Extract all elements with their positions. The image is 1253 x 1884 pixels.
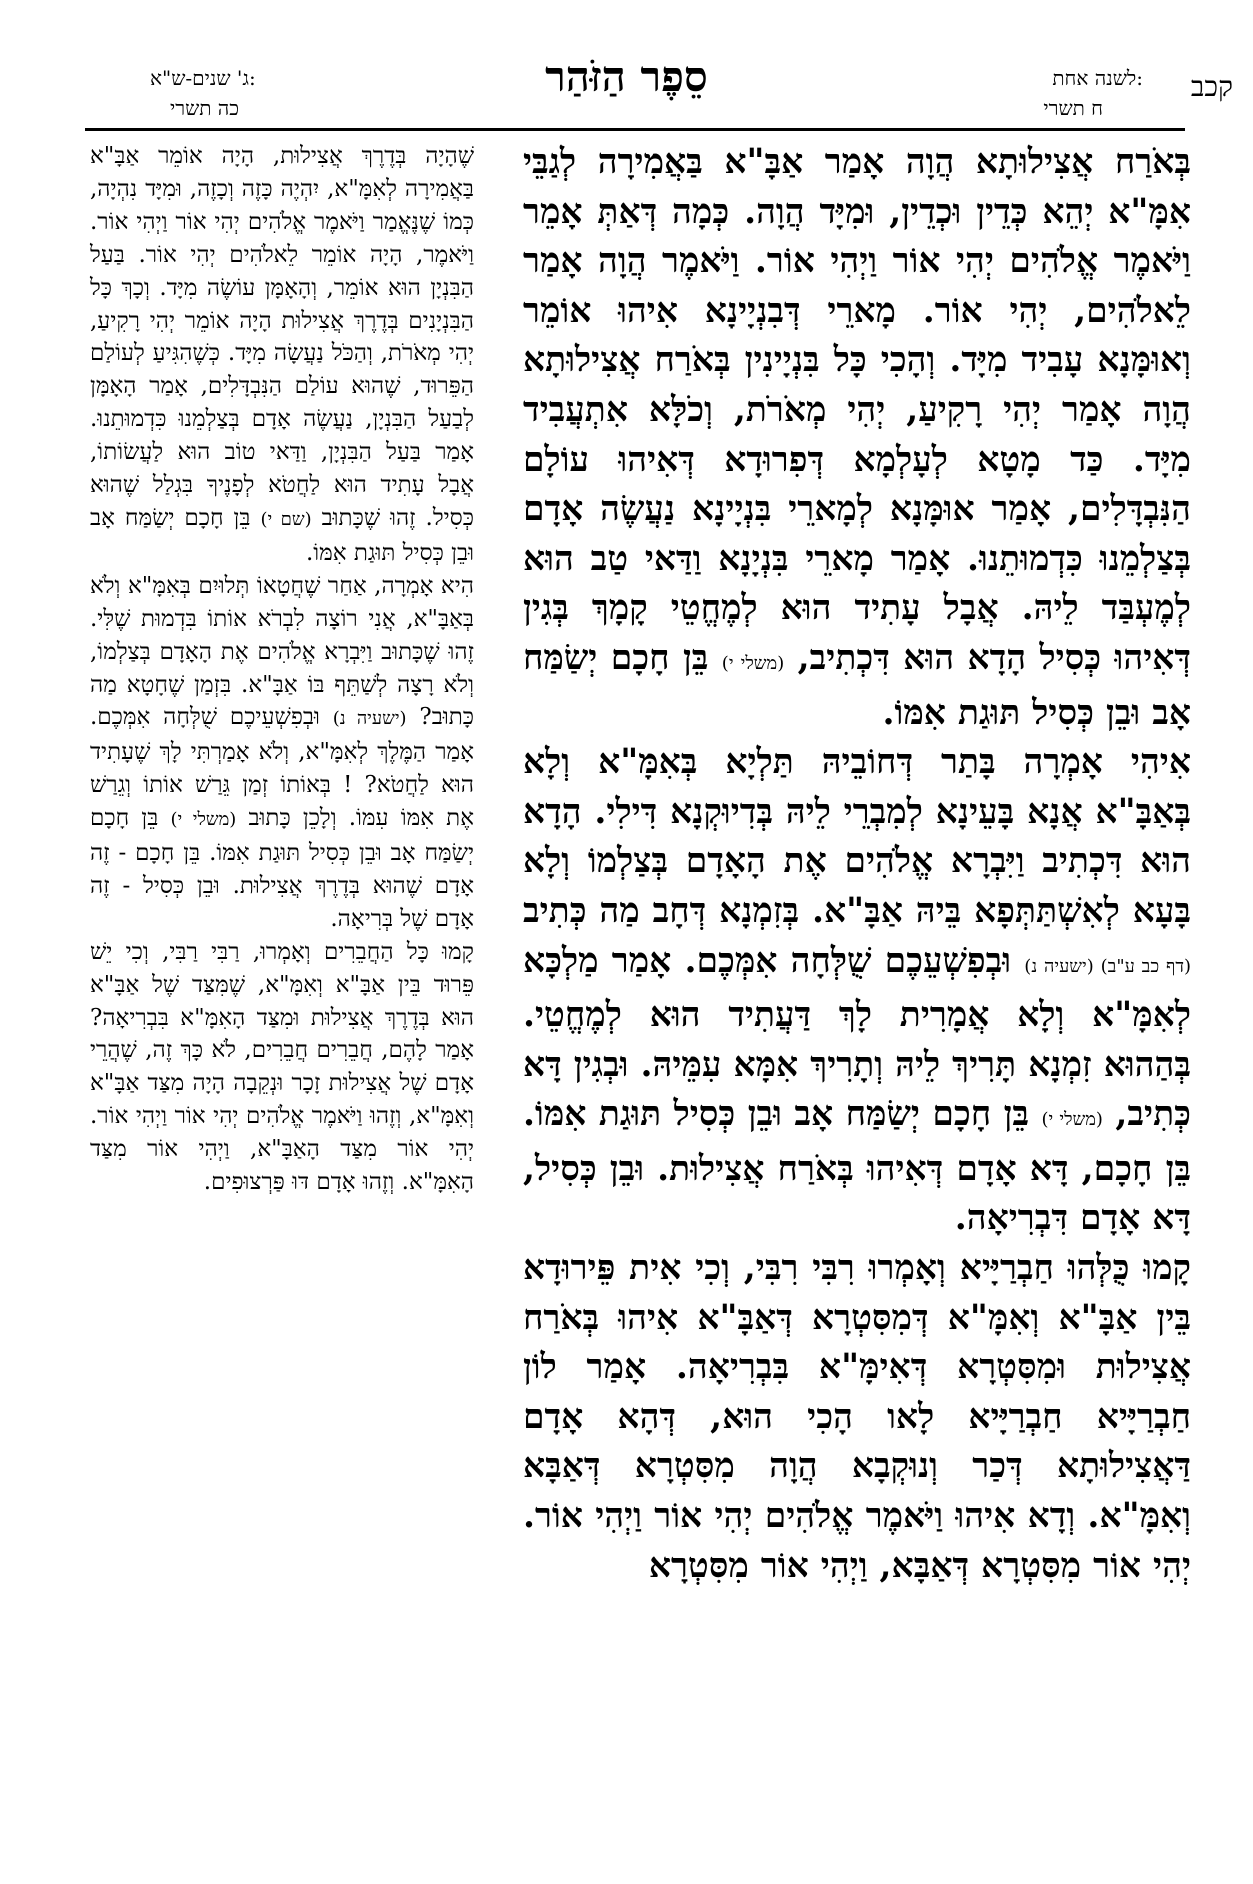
source-citation: (ישעיה נ) bbox=[332, 708, 407, 730]
book-title: סֵפֶר הַזֹּהַר bbox=[545, 52, 708, 101]
translation-text: שֶׁהָיָה בְּדֶרֶךְ אֲצִילוּת, הָיָה אוֹמֵר אַבָּ"א בַּאֲמִירָה לְאִמָּ"א, יִהְיֶה כָּזֶה וְכָזֶה, וּמִיָּד נִהְיָה, כְּמוֹ שֶׁנֶּאֱמַר וַיֹּאמֶר אֱלֹהִים יְהִי אוֹר וַיְהִי אוֹר. וַיֹּאמֶר, הָיָה אוֹמֵר לֵאלֹהִים יְהִי אוֹר. בַּעַל הַבִּנְיָן הוּא אוֹמֵר, וְהָאָמָּן עוֹשֶׂה מִיָּד. וְכָךְ כָּל הַבִּנְיָנִים בְּדֶרֶךְ אֲצִילוּת הָיָה אוֹמֵר יְהִי רָקִיעַ, יְהִי מְאֹרֹת, וְהַכֹּל נַעֲשָׂה מִיָּד. כְּשֶׁהִגִּיעַ לְעוֹלַם הַפֵּרוּד, שֶׁהוּא עוֹלַם הַנִּבְדָּלִים, אָמַר הָאָמָּן לְבַעַל הַבִּנְיָן, נַעֲשֶׂה אָדָם בְּצַלְמֵנוּ כִּדְמוּתֵנוּ. אָמַר בַּעַל הַבִּנְיָן, וַדַּאי טוֹב הוּא לַעֲשׂוֹתוֹ, אֲבָל עָתִיד הוּא לַחֲטֹא לְפָנֶיךָ בִּגְלַל שֶׁהוּא כְּסִיל. זֶהוּ שֶׁכָּתוּב bbox=[90, 143, 474, 531]
reading-date-one-year: ח תשרי bbox=[1043, 96, 1103, 120]
translation-paragraph bbox=[90, 936, 474, 1199]
aramaic-text: וּבְפִשְׁעֵכֶם שֻׁלְּחָה אִמְּכֶם. אָמַר מַלְכָּא לְאִמָּ"א וְלָא אֲמָרִית לָךְ דַּעֲתִיד הוּא לְמֶחֱטֵי. בְּהַהוּא זִמְנָא תָּרִיךְ לֵיהּ וְתָרִיךְ אִמָּא עִמֵּיהּ. וּבְגִין דָּא כְּתִיב, bbox=[523, 940, 1191, 1135]
aramaic-text: קָמוּ כֻּלְּהוּ חַבְרַיָּיא וְאָמְרוּ רִבִּי רִבִּי, וְכִי אִית פֵּירוּדָא בֵּין אַבָּ"א וְאִמָּ"א דְּמִסִּטְרָא דְּאַבָּ"א אִיהוּ בְּאֹרַח אֲצִילוּת וּמִסִּטְרָא דְּאִימָּ"א בִּבְרִיאָה. אָמַר לוֹן חַבְרַיָּיא חַבְרַיָּיא לָאו הָכִי הוּא, דְּהָא אָדָם דַּאֲצִילוּתָא דְּכַר וְנוּקְבָא הֲוָה מִסִּטְרָא דְּאַבָּא וְאִמָּ"א. וְדָא אִיהוּ וַיֹּאמֶר אֱלֹהִים יְהִי אוֹר וַיְהִי אוֹר. יְהִי אוֹר מִסִּטְרָא דְּאַבָּא, וַיְהִי אוֹר מִסִּטְרָא bbox=[523, 1248, 1191, 1586]
aramaic-text: בְּאֹרַח אֲצִילוּתָא הֲוָה אָמַר אַבָּ"א בַּאֲמִירָה לְגַבֵּי אִמָּ"א יְהֵא כְּדֵין וּכְדֵין, וּמִיָּד הֲוָה. כְּמָה דְּאַתְּ אָמֵר וַיֹּאמֶר אֱלֹהִים יְהִי אוֹר וַיְהִי אוֹר. וַיֹּאמֶר הֲוָה אָמַר לֵאלֹהִים, יְהִי אוֹר. מָארֵי דְּבִנְיָינָא אִיהוּ אוֹמֵר וְאוּמָּנָא עָבִיד מִיָּד. וְהָכִי כָּל בִּנְיָינִין בְּאֹרַח אֲצִילוּתָא הֲוָה אָמַר יְהִי רָקִיעַ, יְהִי מְאֹרֹת, וְכֹלָּא אִתְעֲבִיד מִיָּד. כַּד מָטָא לְעָלְמָא דְּפִרוּדָא דְּאִיהוּ עוֹלָם הַנִּבְדָּלִים, אָמַר אוּמָּנָא לְמָארֵי בִּנְיָינָא נַעֲשֶׂה אָדָם בְּצַלְמֵנוּ כִּדְמוּתֵנוּ. אָמַר מָארֵי בִּנְיָנָא וַדַּאי טַב הוּא לְמֶעְבַּד לֵיהּ. אֲבָל עָתִיד הוּא לְמֶחֱטֵי קָמָךְ בְּגִין דְּאִיהוּ כְּסִיל הָדָא הוּא דִּכְתִיב, bbox=[523, 142, 1191, 678]
translation-text: קָמוּ כָּל הַחֲבֵרִים וְאָמְרוּ, רַבִּי רַבִּי, וְכִי יֵשׁ פֵּרוּד בֵּין אַבָּ"א וְאִמָּ"א, שֶׁמִּצַּד שֶׁל אַבָּ"א הוּא בְּדֶרֶךְ אֲצִילוּת וּמִצַּד הָאִמָּ"א בִּבְרִיאָה? אָמַר לָהֶם, חֲבֵרִים חֲבֵרִים, לֹא כָּךְ זֶה, שֶׁהֲרֵי אָדָם שֶׁל אֲצִילוּת זָכָר וּנְקֵבָה הָיָה מִצַּד אַבָּ"א וְאִמָּ"א, וְזֶהוּ וַיֹּאמֶר אֱלֹהִים יְהִי אוֹר וַיְהִי אוֹר. יְהִי אוֹר מִצַּד הָאַבָּ"א, וַיְהִי אוֹר מִצַּד הָאִמָּ"א. וְזֶהוּ אָדָם דּוּ פַּרְצוּפִים. bbox=[90, 938, 474, 1196]
reading-schedule-three-years: ג' שנים-ש"א: bbox=[150, 66, 256, 90]
aramaic-paragraph bbox=[523, 738, 1191, 1244]
verse-quote: בֵּן חָכָם יְשַׂמַּח אָב וּבֵן כְּסִיל תּוּגַת אִמּוֹ. bbox=[90, 504, 474, 566]
source-citation: (דף כב ע"ב) (ישעיה נ) bbox=[1024, 955, 1191, 977]
translation-text: בֵּן חָכָם יְשַׂמַּח אָב וּבֵן כְּסִיל תּוּגַת אִמּוֹ. בֵּן חָכָם - זֶה אָדָם שֶׁהוּא בְּדֶרֶךְ אֲצִילוּת. וּבֵן כְּסִיל - זֶה אָדָם שֶׁל בְּרִיאָה. bbox=[90, 805, 474, 932]
page-number: קכב bbox=[1190, 70, 1233, 103]
translation-paragraph bbox=[90, 570, 474, 936]
translation-text: וּבְפִשְׁעֵיכֶם שֻׁלְּחָה אִמְּכֶם. אָמַר הַמֶּלֶךְ לְאִמָּ"א, וְלֹא אָמַרְתִּי לָךְ שֶׁעָתִיד הוּא לַחֲטֹא? ! בְּאוֹתוֹ זְמַן גֵּרַשׁ אוֹתוֹ וְגֵרַשׁ אֶת אִמּוֹ עִמּוֹ. וְלָכֵן כָּתוּב bbox=[90, 704, 474, 832]
reading-date-three-years: כה תשרי bbox=[170, 96, 240, 120]
page-header bbox=[0, 0, 1253, 120]
source-citation: (משלי י) bbox=[170, 809, 237, 831]
aramaic-paragraph bbox=[523, 138, 1191, 738]
translation-text: הִיא אָמְרָה, אַחַר שֶׁחֲטָאוֹ תְּלוּיִם בְּאִמָּ"א וְלֹא בְּאַבָּ"א, אֲנִי רוֹצָה לִבְרֹא אוֹתוֹ בִּדְמוּת שֶׁלִּי. זֶהוּ שֶׁכָּתוּב וַיִּבְרָא אֱלֹהִים אֶת הָאָדָם בְּצַלְמוֹ, וְלֹא רָצָה לְשַׁתֵּף בּוֹ אַבָּ"א. בִּזְמַן שֶׁחָטָא מַה כָּתוּב? bbox=[90, 572, 474, 731]
source-citation: (משלי י) bbox=[721, 652, 785, 674]
translation-paragraph bbox=[90, 140, 474, 570]
source-citation: (שם י) bbox=[260, 508, 312, 530]
aramaic-text: אִיהִי אָמְרָה בָּתַר דְּחוֹבֵיהּ תַּלְיָא בְּאִמָּ"א וְלָא בְּאַבָּ"א אֲנָא בָּעֵינָא לְמִבְרֵי לֵיהּ בְּדִיוּקְנָא דִּילִי. הָדָא הוּא דִּכְתִיב וַיִּבְרָא אֱלֹהִים אֶת הָאָדָם בְּצַלְמוֹ וְלָא בָּעָא לְאִשְׁתַּתְּפָא בֵּיהּ אַבָּ"א. בְּזִמְנָא דְּחָב מַה כְּתִיב bbox=[523, 742, 1191, 931]
verse-quote: בֵּן חָכָם יְשַׂמַּח אָב וּבֵן כְּסִיל תּוּגַת אִמּוֹ. bbox=[523, 637, 1191, 733]
reading-schedule-one-year: לשנה אחת: bbox=[1052, 66, 1143, 90]
header-rule bbox=[85, 128, 1185, 131]
aramaic-text: בֵּן חָכָם יְשַׂמַּח אָב וּבֵן כְּסִיל תּוּגַת אִמּוֹ. בֵּן חָכָם, דָּא אָדָם דְּאִיהוּ בְּאֹרַח אֲצִילוּת. וּבֵן כְּסִיל, דָּא אָדָם דִּבְרִיאָה. bbox=[523, 1094, 1191, 1239]
hebrew-translation-column bbox=[90, 140, 474, 1199]
aramaic-paragraph bbox=[523, 1244, 1191, 1591]
source-citation: (משלי י) bbox=[1041, 1109, 1103, 1131]
aramaic-column bbox=[523, 138, 1191, 1591]
